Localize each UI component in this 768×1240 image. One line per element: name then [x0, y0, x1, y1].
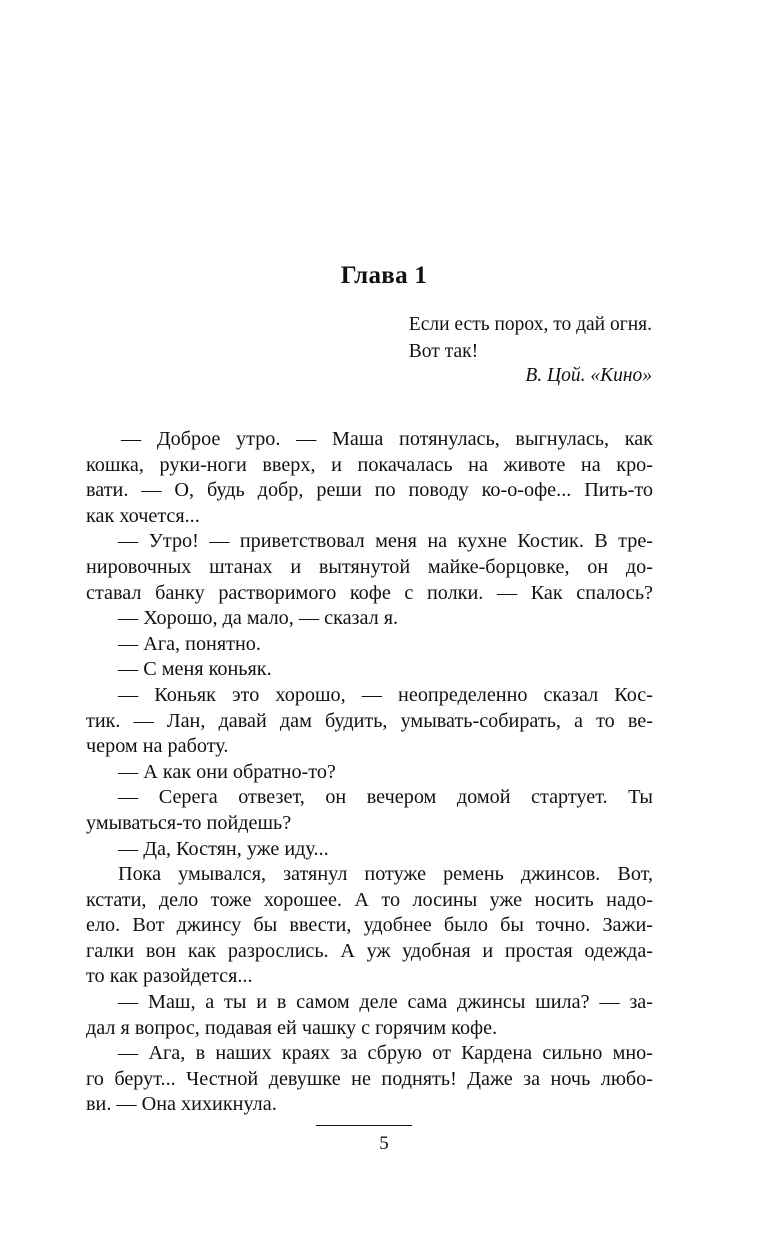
body-line: — Утро! — приветствовал меня на кухне Костик. В тре-	[118, 530, 653, 553]
epigraph-line: Вот так!	[408, 341, 479, 362]
body-line: чером на работу.	[86, 735, 229, 758]
body-line: ставал банку растворимого кофе с полки. — Как спалось?	[86, 581, 653, 604]
body-line: как хочется...	[86, 504, 200, 527]
body-line: тик. — Лан, давай дам будить, умывать-собирать, а то ве-	[86, 709, 653, 732]
body-line: — Коньяк это хорошо, — неопределенно сказал Кос-	[118, 683, 653, 706]
body-line: Пока умывался, затянул потуже ремень джинсов. Вот,	[118, 863, 653, 886]
body-line: — Да, Костян, уже иду...	[118, 837, 329, 860]
body-line: — Доброе утро. — Маша потянулась, выгнулась, как	[121, 428, 653, 450]
body-line: ело. Вот джинсу бы ввести, удобнее было бы точно. Зажи-	[86, 914, 653, 937]
body-line: — Хорошо, да мало, — сказал я.	[118, 607, 399, 630]
epigraph	[409, 311, 652, 365]
epigraph-line: Если есть порох, то дай огня.	[408, 314, 652, 335]
body-line: умываться-то пойдешь?	[86, 811, 292, 834]
body-line: — Серега отвезет, он вечером домой стартует. Ты	[118, 786, 653, 809]
chapter-title: Глава 1	[340, 262, 428, 289]
body-line: то как разойдется...	[86, 965, 253, 988]
chapter-body	[86, 427, 653, 1118]
body-line: нировочных штанах и вытянутой майке-борцовке, он до-	[86, 555, 653, 578]
body-line: — Маш, а ты и в самом деле сама джинсы шила? — за-	[118, 991, 653, 1014]
body-line: кошка, руки-ноги вверх, и покачалась на животе на кро-	[86, 453, 653, 476]
body-line: — С меня коньяк.	[118, 658, 272, 681]
body-line: — Ага, понятно.	[118, 632, 261, 655]
footer-rule	[316, 1125, 412, 1126]
body-line: — А как они обратно-то?	[118, 760, 336, 783]
body-line: вати. — О, будь добр, реши по поводу ко-о-офе... Пить-то	[86, 479, 653, 502]
epigraph-attribution: В. Цой. «Кино»	[525, 365, 652, 386]
body-line: го берут... Честной девушке не поднять! Даже за ночь любо-	[86, 1067, 653, 1090]
body-line: дал я вопрос, подавая ей чашку с горячим кофе.	[86, 1016, 498, 1039]
body-line: — Ага, в наших краях за сбрую от Кардена сильно мно-	[118, 1042, 653, 1065]
page-number: 5	[379, 1133, 389, 1154]
body-line: ви. — Она хихикнула.	[86, 1093, 277, 1116]
body-line: галки вон как разрослись. А уж удобная и простая одежда-	[86, 939, 653, 962]
body-line: кстати, дело тоже хорошее. А то лосины уже носить надо-	[86, 888, 653, 911]
